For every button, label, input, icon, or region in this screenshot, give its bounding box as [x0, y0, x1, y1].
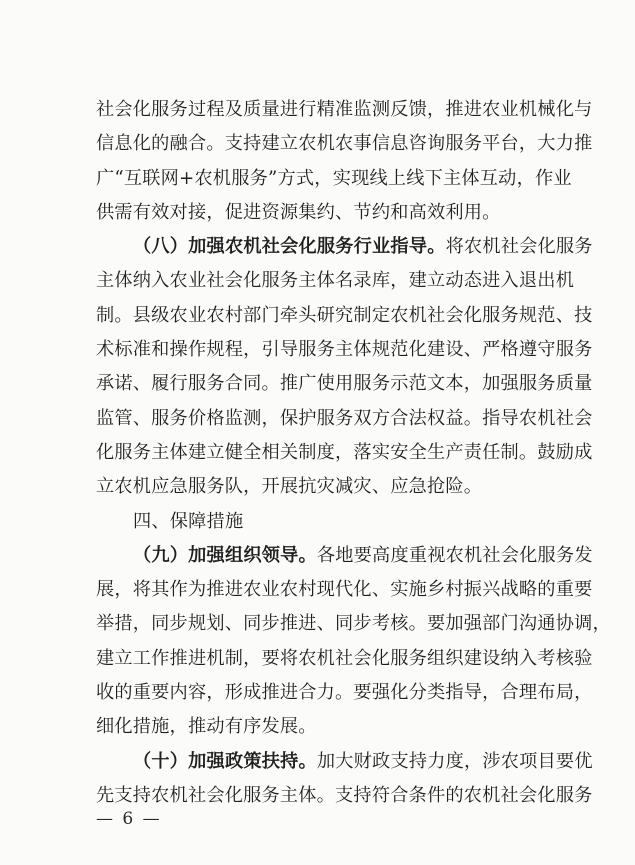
paragraph-heading: （十）加强政策扶持。 — [133, 750, 317, 772]
body-line: 建立工作推进机制，要将农机社会化服务组织建设纳入考核验 — [96, 647, 593, 669]
paragraph-first-line-text: 将农机社会化服务 — [445, 236, 593, 258]
paragraph-first-line — [96, 230, 593, 264]
body-line: 信息化的融合。支持建立农机农事信息咨询服务平台，大力推 — [96, 133, 593, 155]
paragraph-first-line-text: 各地要高度重视农机社会化服务发 — [316, 544, 593, 566]
section-heading: 四、保障措施 — [133, 510, 244, 532]
paragraph-heading: （九）加强组织领导。 — [133, 544, 317, 566]
body-line: 术标准和操作规程，引导服务主体规范化建设、严格遵守服务 — [96, 339, 593, 361]
paragraph-heading: （八）加强农机社会化服务行业指导。 — [133, 236, 446, 258]
page-number: — 6 — — [96, 809, 162, 829]
paragraph-first-line — [96, 745, 593, 779]
body-line: 细化措施，推动有序发展。 — [96, 716, 317, 738]
body-line: 主体纳入农业社会化服务主体名录库，建立动态进入退出机 — [96, 270, 575, 292]
body-line: 收的重要内容，形成推进合力。要强化分类指导，合理布局， — [96, 682, 593, 704]
body-line: 社会化服务过程及质量进行精准监测反馈，推进农业机械化与 — [96, 99, 593, 120]
body-line: 立农机应急服务队，开展抗灾减灾、应急抢险。 — [96, 476, 483, 498]
body-line: 制。县级农业农村部门牵头研究制定农机社会化服务规范、技 — [96, 304, 593, 326]
document-body — [96, 93, 611, 813]
body-line: 化服务主体建立健全相关制度，落实安全生产责任制。鼓励成 — [96, 441, 593, 463]
body-line: 展，将其作为推进农业农村现代化、实施乡村振兴战略的重要 — [96, 579, 593, 601]
body-line: 监管、服务价格监测，保护服务双方合法权益。指导农机社会 — [96, 407, 593, 429]
body-line: 先支持农机社会化服务主体。支持符合条件的农机社会化服务 — [96, 784, 593, 806]
paragraph-first-line — [96, 539, 593, 573]
body-line: 承诺、履行服务合同。推广使用服务示范文本，加强服务质量 — [96, 373, 593, 395]
paragraph-first-line-text: 加大财政支持力度，涉农项目要优 — [316, 750, 593, 772]
body-line: 举措，同步规划、同步推进、同步考核。要加强部门沟通协调， — [96, 613, 611, 635]
body-line: 广“互联网+农机服务”方式，实现线上线下主体互动，作业 — [96, 167, 572, 189]
body-line: 供需有效对接，促进资源集约、节约和高效利用。 — [96, 201, 501, 223]
